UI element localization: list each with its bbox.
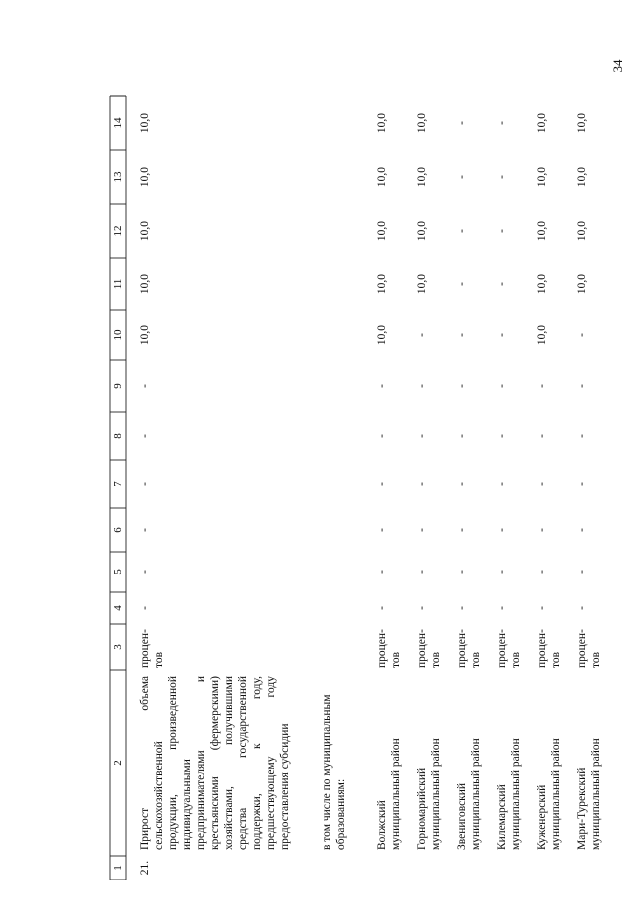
row-value: -: [496, 528, 508, 532]
row-value: 10,0: [576, 166, 588, 188]
row-value: -: [416, 528, 428, 532]
row-value: 10,0: [376, 324, 388, 346]
row-name: [495, 676, 527, 850]
row-value: -: [376, 384, 388, 388]
row-index: [495, 856, 511, 880]
header-cell: 12: [112, 225, 124, 237]
row-value: -: [376, 482, 388, 486]
row-value: -: [376, 528, 388, 532]
row-index: 21.: [139, 860, 151, 876]
row-value: -: [139, 434, 151, 438]
row-value: -: [456, 570, 468, 574]
row-name-line: сельскохозяйственной: [153, 741, 165, 850]
row-value: 10,0: [536, 324, 548, 346]
row-name-line: крестьянскими (фермерскими): [209, 676, 221, 850]
header-cell: 13: [112, 171, 124, 183]
row-name-line: поддержки, к году,: [251, 676, 263, 850]
row-value: -: [496, 570, 508, 574]
row-name-line: муниципальный район: [390, 738, 402, 850]
row-value: -: [496, 384, 508, 388]
row-value: 10,0: [376, 273, 388, 295]
row-name-line: предпринимателями и: [195, 676, 207, 850]
row-name-line: Мари-Турекский: [576, 767, 588, 850]
row-value: -: [456, 434, 468, 438]
row-name-line: индивидуальными: [181, 759, 193, 850]
row-name: [320, 676, 352, 850]
row-value: 10,0: [139, 112, 151, 134]
row-name: [415, 676, 447, 850]
row-value: -: [416, 606, 428, 610]
row-value: 10,0: [139, 273, 151, 295]
row-value: -: [576, 570, 588, 574]
row-name-line: муниципальный район: [510, 738, 522, 850]
row-index: [320, 856, 336, 880]
rotated-table: [0, 20, 640, 880]
row-value: -: [416, 570, 428, 574]
row-value: -: [496, 606, 508, 610]
row-name-line: предшествующему году: [265, 676, 277, 850]
row-value: 10,0: [139, 324, 151, 346]
row-value: -: [139, 606, 151, 610]
row-value: -: [416, 434, 428, 438]
row-value: -: [139, 570, 151, 574]
row-value: -: [456, 229, 468, 233]
row-index: [575, 856, 591, 880]
row-value: 10,0: [139, 166, 151, 188]
header-cell: 8: [112, 433, 124, 439]
row-index: [375, 856, 391, 880]
row-value: -: [536, 528, 548, 532]
row-value: 10,0: [376, 220, 388, 242]
row-value: -: [376, 606, 388, 610]
row-value: -: [536, 482, 548, 486]
row-value: 10,0: [376, 112, 388, 134]
row-name: [138, 676, 296, 850]
row-unit: процен-тов: [416, 629, 442, 668]
row-name-line: образованиям:: [335, 778, 347, 850]
row-value: -: [139, 528, 151, 532]
row-value: 10,0: [376, 166, 388, 188]
row-value: -: [496, 434, 508, 438]
header-cell: 9: [112, 383, 124, 389]
row-value: 10,0: [416, 112, 428, 134]
row-name-line: предоставления субсидии: [279, 723, 291, 850]
header-cell: 6: [112, 527, 124, 533]
row-unit: процен-тов: [576, 629, 602, 668]
row-value: -: [456, 333, 468, 337]
row-index: [415, 856, 431, 880]
row-value: -: [416, 333, 428, 337]
row-value: -: [536, 606, 548, 610]
row-value: -: [576, 384, 588, 388]
row-value: -: [416, 482, 428, 486]
row-value: 10,0: [536, 112, 548, 134]
row-value: 10,0: [576, 220, 588, 242]
row-name-line: Куженерский: [536, 784, 548, 850]
row-value: -: [576, 606, 588, 610]
row-value: -: [496, 482, 508, 486]
row-value: -: [576, 434, 588, 438]
row-value: -: [496, 282, 508, 286]
row-value: 10,0: [416, 220, 428, 242]
row-name: [535, 676, 567, 850]
row-value: -: [496, 175, 508, 179]
row-value: -: [376, 570, 388, 574]
header-cell: 7: [112, 481, 124, 487]
row-value: 10,0: [139, 220, 151, 242]
row-value: -: [576, 528, 588, 532]
row-name-line: в том числе по муниципальным: [321, 694, 333, 850]
row-name-line: Горномарийский: [416, 767, 428, 850]
row-value: -: [416, 384, 428, 388]
row-name-line: Прирост объема: [139, 676, 151, 850]
row-value: -: [576, 482, 588, 486]
row-value: -: [536, 384, 548, 388]
row-name-line: средства государственной: [237, 676, 249, 850]
row-value: 10,0: [416, 273, 428, 295]
row-name-line: хозяйствами, получившими: [223, 676, 235, 850]
row-name: [575, 676, 607, 850]
row-value: -: [456, 175, 468, 179]
row-name-line: Волжский: [376, 800, 388, 850]
row-value: -: [376, 434, 388, 438]
header-cell: 5: [112, 569, 124, 575]
header-cell: 10: [112, 329, 124, 341]
header-cell: 14: [112, 117, 124, 129]
row-unit: процен-тов: [139, 629, 165, 668]
row-value: 10,0: [536, 220, 548, 242]
header-cell: 3: [112, 644, 124, 650]
page-number: 34: [610, 59, 625, 73]
row-value: -: [456, 384, 468, 388]
row-value: 10,0: [536, 273, 548, 295]
row-value: -: [456, 121, 468, 125]
row-name-line: муниципальный район: [550, 738, 562, 850]
row-value: -: [496, 121, 508, 125]
row-name-line: продукции, произведенной: [167, 676, 179, 850]
header-cell: 1: [112, 865, 124, 871]
row-value: -: [139, 384, 151, 388]
row-unit: процен-тов: [376, 629, 402, 668]
row-value: -: [576, 333, 588, 337]
row-unit: процен-тов: [496, 629, 522, 668]
row-value: -: [456, 528, 468, 532]
row-value: -: [496, 229, 508, 233]
row-unit: процен-тов: [536, 629, 562, 668]
row-value: 10,0: [576, 112, 588, 134]
row-name-line: муниципальный район: [590, 738, 602, 850]
row-name-line: Звениговский: [456, 782, 468, 850]
header-cell: 11: [112, 278, 124, 290]
row-name: [375, 676, 407, 850]
row-value: -: [536, 434, 548, 438]
header-cell: 2: [112, 760, 124, 766]
row-index: [455, 856, 471, 880]
row-name-line: Килемарский: [496, 784, 508, 850]
row-value: 10,0: [576, 273, 588, 295]
row-name: [455, 676, 487, 850]
row-value: -: [139, 482, 151, 486]
row-name-line: муниципальный район: [430, 738, 442, 850]
row-value: -: [456, 606, 468, 610]
row-value: -: [496, 333, 508, 337]
row-name-line: муниципальный район: [470, 738, 482, 850]
row-value: -: [456, 482, 468, 486]
row-value: -: [456, 282, 468, 286]
row-unit: процен-тов: [456, 629, 482, 668]
row-value: 10,0: [536, 166, 548, 188]
header-cell: 4: [112, 605, 124, 611]
row-index: [535, 856, 551, 880]
row-value: -: [536, 570, 548, 574]
row-value: 10,0: [416, 166, 428, 188]
